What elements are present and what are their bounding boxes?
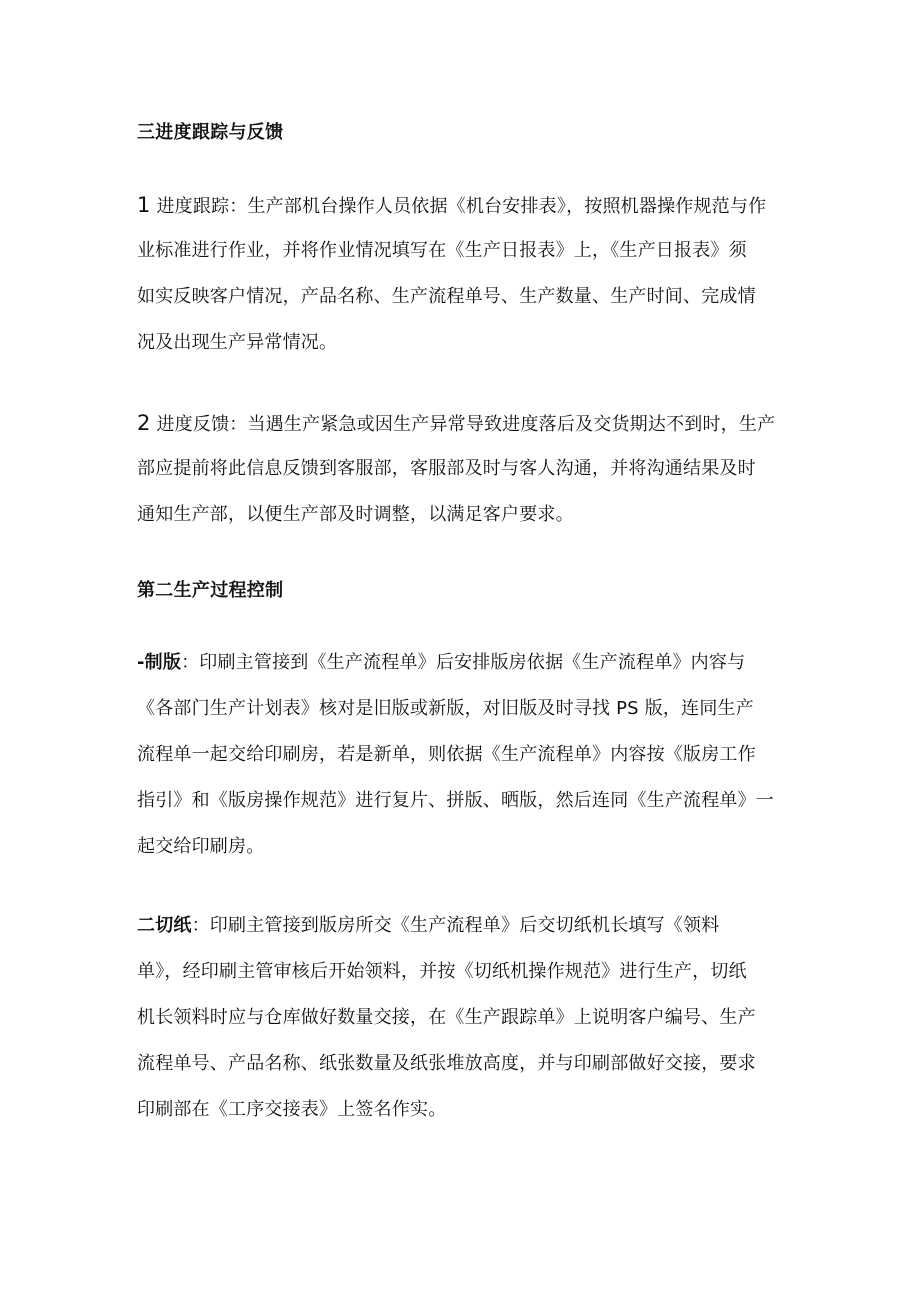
paragraph-line — [137, 182, 797, 228]
paragraph-line: 通知生产部，以便生产部及时调整，以满足客户要求。 — [137, 504, 574, 525]
paragraph-line: 机长领料时应与仓库做好数量交接，在《生产跟踪单》上说明客户编号、生产 — [137, 1007, 756, 1028]
paragraph-progress-feedback — [137, 400, 797, 538]
line-text: 进度反馈：当遇生产紧急或因生产异常导致进度落后及交货期达不到时，生产 — [156, 414, 776, 435]
paragraph-paper-cutting — [137, 903, 797, 1133]
line-text: 进度跟踪：生产部机台操作人员依据《机台安排表》，按照机器操作规范与作 — [156, 196, 767, 217]
paragraph-line: 单》，经印刷主管审核后开始领料，并按《切纸机操作规范》进行生产，切纸 — [137, 961, 747, 982]
item-number: 2 — [137, 411, 151, 435]
paragraph-line: 流程单一起交给印刷房，若是新单，则依据《生产流程单》内容按《版房工作 — [137, 744, 756, 765]
paragraph-line: 指引》和《版房操作规范》进行复片、拼版、晒版，然后连同《生产流程单》一 — [137, 790, 774, 811]
paragraph-line: 如实反映客户情况，产品名称、生产流程单号、生产数量、生产时间、完成情 — [137, 286, 756, 307]
paragraph-line — [137, 400, 797, 446]
paragraph-line: 业标准进行作业，并将作业情况填写在《生产日报表》上，《生产日报表》须 — [137, 240, 747, 261]
paragraph-line: 起交给印刷房。 — [137, 836, 265, 857]
line-text: ：印刷主管接到版房所交《生产流程单》后交切纸机长填写《领料 — [191, 915, 720, 936]
paragraph-line: 况及出现生产异常情况。 — [137, 332, 338, 353]
paragraph-line: 印刷部在《工序交接表》上签名作实。 — [137, 1099, 447, 1120]
line-text: ：印刷主管接到《生产流程单》后安排版房依据《生产流程单》内容与 — [181, 652, 746, 673]
section-heading-progress: 三进度跟踪与反馈 — [137, 122, 284, 143]
paragraph-line — [137, 640, 797, 686]
paragraph-line: 部应提前将此信息反馈到客服部，客服部及时与客人沟通，并将沟通结果及时 — [137, 458, 756, 479]
section-heading-production-control: 第二生产过程控制 — [137, 580, 284, 601]
item-number: 1 — [137, 193, 151, 217]
paragraph-line: 《各部门生产计划表》核对是旧版或新版，对旧版及时寻找 PS 版，连同生产 — [137, 698, 754, 719]
paragraph-line — [137, 903, 797, 949]
paragraph-line: 流程单号、产品名称、纸张数量及纸张堆放高度，并与印刷部做好交接，要求 — [137, 1053, 756, 1074]
paragraph-plate-making — [137, 640, 797, 870]
item-lead: -制版 — [137, 652, 182, 673]
paragraph-progress-tracking — [137, 182, 797, 366]
item-lead: 二切纸 — [137, 915, 192, 936]
